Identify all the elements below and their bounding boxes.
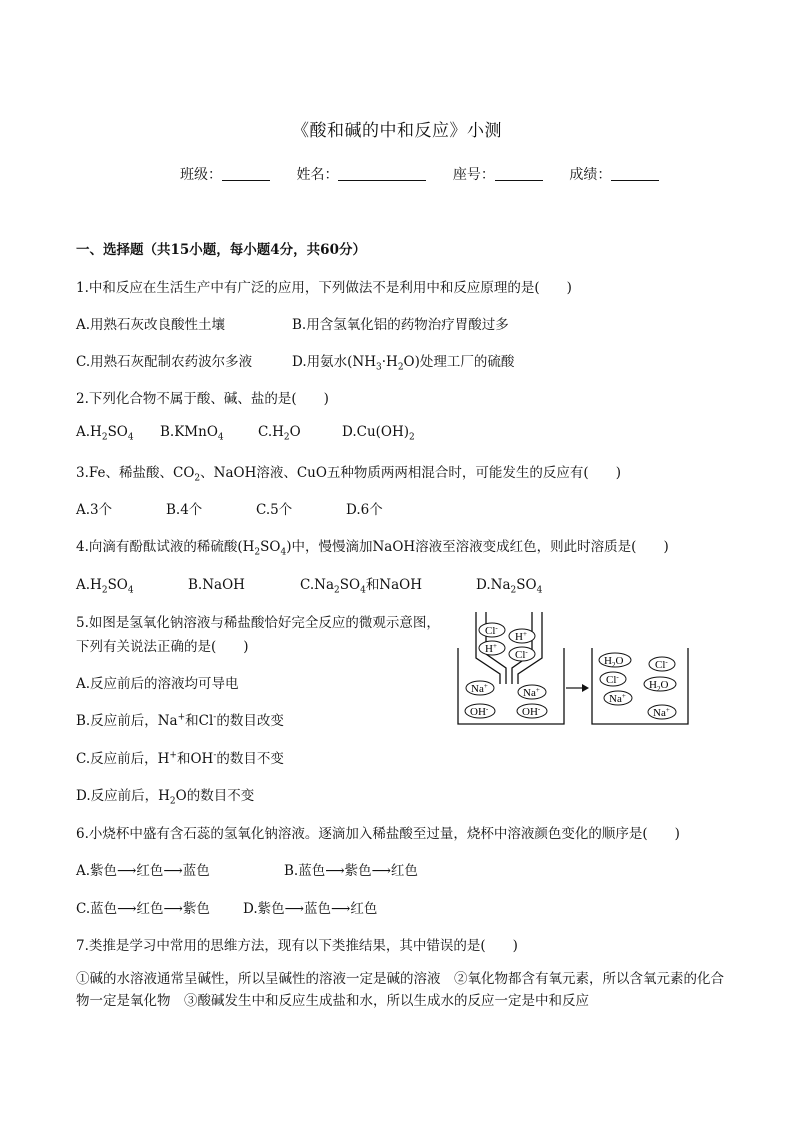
q5-option-c bbox=[76, 747, 284, 767]
q6-option-b: B.蓝色⟶紫色⟶红色 bbox=[284, 863, 418, 879]
q1-option-b: B.用含氢氧化铝的药物治疗胃酸过多 bbox=[292, 317, 509, 333]
svg-text:H+: H+ bbox=[485, 642, 497, 655]
q5-stem-line2: 下列有关说法正确的是( ) bbox=[76, 639, 249, 655]
q6-option-a: A.紫色⟶红色⟶蓝色 bbox=[76, 863, 210, 879]
q4-option-d bbox=[476, 577, 543, 596]
q5-c-text: 的数目不变 bbox=[216, 751, 284, 767]
q6-options-row1 bbox=[76, 859, 418, 879]
q4-a-sub: 2 bbox=[101, 585, 108, 596]
section-heading: 一、选择题（共15小题，每小题4分，共60分） bbox=[76, 242, 366, 258]
q4-a-text: A.H bbox=[76, 577, 102, 593]
svg-text:Cl-: Cl- bbox=[485, 624, 498, 637]
q2-b-text: B.KMnO bbox=[160, 424, 218, 440]
name-field bbox=[296, 164, 426, 184]
q1-d-text: ·H bbox=[381, 354, 398, 370]
q3-stem-sub: 2 bbox=[194, 473, 201, 484]
svg-text:H2O: $H_2O$ bbox=[649, 679, 669, 693]
student-info-line bbox=[180, 164, 681, 184]
ion-oh bbox=[465, 704, 495, 718]
ion-na bbox=[604, 691, 632, 705]
q3-option-c: C.5个 bbox=[256, 502, 293, 518]
score-field bbox=[569, 164, 659, 184]
q2-b-sub: 4 bbox=[217, 432, 224, 443]
q3-stem-text: 3.Fe、稀盐酸、CO bbox=[76, 465, 195, 481]
ion-oh bbox=[517, 704, 547, 718]
q1-options-row2 bbox=[76, 350, 515, 373]
q1-options-row1 bbox=[76, 313, 509, 333]
q5-d-text: O的数目不变 bbox=[175, 788, 255, 804]
ion-cl bbox=[479, 623, 505, 637]
q3-option-d: D.6个 bbox=[346, 502, 383, 518]
q3-stem bbox=[76, 461, 621, 484]
q5-b-text: 和Cl bbox=[185, 713, 214, 729]
class-blank[interactable] bbox=[222, 166, 270, 181]
q5-option-a: A.反应前后的溶液均可导电 bbox=[76, 676, 239, 692]
score-label: 成绩： bbox=[569, 167, 612, 183]
q1-option-d bbox=[292, 350, 515, 373]
q2-option-c bbox=[258, 424, 342, 443]
neutralization-micro-diagram bbox=[452, 608, 702, 730]
q2-options bbox=[76, 424, 415, 443]
q4-d-sub: 4 bbox=[536, 585, 543, 596]
svg-text:Na+: Na+ bbox=[653, 706, 670, 719]
q7-stem: 7.类推是学习中常用的思维方法，现有以下类推结果，其中错误的是( ) bbox=[76, 938, 518, 954]
molecule-h2o bbox=[599, 653, 631, 669]
q6-options-row2 bbox=[76, 897, 377, 917]
svg-text:H+: H+ bbox=[515, 630, 527, 643]
q2-c-sub: 2 bbox=[283, 432, 290, 443]
q2-a-sub: 2 bbox=[101, 432, 108, 443]
name-label: 姓名： bbox=[296, 167, 339, 183]
q4-c-sub: 2 bbox=[334, 585, 340, 596]
q2-option-a bbox=[76, 424, 160, 443]
q4-a-text: SO bbox=[107, 577, 128, 593]
q1-stem: 1.中和反应在生活生产中有广泛的应用，下列做法不是利用中和反应原理的是( ) bbox=[76, 280, 572, 296]
q2-option-b bbox=[160, 424, 258, 443]
q1-option-c: C.用熟石灰配制农药波尔多液 bbox=[76, 354, 253, 370]
q7-statements: ①碱的水溶液通常呈碱性，所以呈碱性的溶液一定是碱的溶液 ②氧化物都含有氧元素，所以含氧元素的化合物一定是氧化物 ③酸碱发生中和反应生成盐和水，所以生成水的反应一定是中和反应 bbox=[76, 971, 724, 1009]
class-label: 班级： bbox=[180, 167, 222, 183]
q1-d-text: O)处理工厂的硫酸 bbox=[403, 354, 515, 370]
ion-na bbox=[518, 685, 546, 699]
q5-option-d bbox=[76, 784, 255, 807]
q4-d-text: D.Na bbox=[476, 577, 511, 593]
q5-d-text: D.反应前后，H bbox=[76, 788, 170, 804]
q5-option-b bbox=[76, 709, 284, 729]
class-field bbox=[180, 164, 270, 184]
q3-options bbox=[76, 498, 383, 518]
score-blank[interactable] bbox=[611, 166, 659, 181]
ion-na bbox=[466, 681, 494, 695]
svg-text:Cl-: Cl- bbox=[515, 648, 528, 661]
molecule-h2o bbox=[644, 677, 676, 693]
svg-text:OH-: OH- bbox=[522, 705, 541, 718]
svg-text:Cl-: Cl- bbox=[606, 673, 619, 686]
q4-stem-sub: 4 bbox=[280, 547, 287, 558]
q3-option-b: B.4个 bbox=[166, 502, 203, 518]
q6-option-d: D.紫色⟶蓝色⟶红色 bbox=[243, 901, 378, 917]
q1-option-a: A.用熟石灰改良酸性土壤 bbox=[76, 317, 226, 333]
seat-blank[interactable] bbox=[495, 166, 543, 181]
reaction-arrow bbox=[566, 684, 589, 692]
q3-option-a: A.3个 bbox=[76, 502, 113, 518]
ion-cl bbox=[649, 657, 675, 671]
ion-h bbox=[479, 641, 505, 655]
q4-d-sub: 2 bbox=[510, 585, 517, 596]
q2-c-text: O bbox=[289, 424, 301, 440]
q2-a-text: SO bbox=[107, 424, 128, 440]
ion-h bbox=[509, 629, 535, 643]
seat-field bbox=[453, 164, 543, 184]
q2-d-text: D.Cu(OH) bbox=[342, 424, 410, 440]
q2-c-text: C.H bbox=[258, 424, 284, 440]
svg-text:H2O: $H_2O$ bbox=[604, 655, 624, 669]
q4-option-a bbox=[76, 577, 188, 596]
q4-stem-text: 4.向滴有酚酞试液的稀硫酸(H bbox=[76, 539, 255, 555]
q1-d-sub: 2 bbox=[397, 362, 404, 373]
q1-d-text: D.用氨水(NH bbox=[292, 354, 376, 370]
q4-c-sub: 4 bbox=[360, 585, 366, 596]
q6-stem: 6.小烧杯中盛有含石蕊的氢氧化钠溶液。逐滴加入稀盐酸至过量，烧杯中溶液颜色变化的顺序是( ) bbox=[76, 826, 680, 842]
ion-cl bbox=[600, 672, 626, 686]
q4-stem-sub: 2 bbox=[254, 547, 261, 558]
q4-option-b: B.NaOH bbox=[188, 577, 245, 593]
svg-text:Na+: Na+ bbox=[523, 686, 540, 699]
q4-stem bbox=[76, 535, 669, 558]
q5-stem-line1: 5.如图是氢氧化钠溶液与稀盐酸恰好完全反应的微观示意图， bbox=[76, 615, 440, 631]
svg-text:OH-: OH- bbox=[470, 705, 489, 718]
q4-c-text: C.Na bbox=[300, 577, 335, 593]
q2-d-sub: 2 bbox=[409, 432, 415, 443]
svg-text:Na+: Na+ bbox=[609, 692, 626, 705]
svg-text:Na+: Na+ bbox=[471, 682, 488, 695]
q4-c-text: 和NaOH bbox=[365, 577, 423, 593]
q5-b-text: B.反应前后，Na bbox=[76, 713, 178, 729]
q2-stem: 2.下列化合物不属于酸、碱、盐的是( ) bbox=[76, 391, 329, 407]
q2-a-sub: 4 bbox=[127, 432, 134, 443]
q5-d-sub: 2 bbox=[169, 796, 176, 807]
svg-text:Cl-: Cl- bbox=[655, 658, 668, 671]
q4-d-text: SO bbox=[516, 577, 537, 593]
q4-option-c bbox=[300, 573, 476, 596]
q4-a-sub: 4 bbox=[127, 585, 134, 596]
q4-stem-text: SO bbox=[260, 539, 281, 555]
seat-label: 座号： bbox=[452, 167, 495, 183]
q5-b-sup: + bbox=[177, 712, 186, 723]
q2-a-text: A.H bbox=[76, 424, 102, 440]
q6-option-c: C.蓝色⟶红色⟶紫色 bbox=[76, 901, 210, 917]
page-title: 《酸和碱的中和反应》小测 bbox=[292, 121, 502, 141]
ion-cl bbox=[509, 647, 535, 661]
q3-stem-text: 、NaOH溶液、CuO五种物质两两相混合时，可能发生的反应有( ) bbox=[200, 465, 621, 481]
q2-option-d bbox=[342, 424, 415, 443]
q5-c-sup: + bbox=[169, 750, 177, 761]
q5-c-sup: - bbox=[213, 750, 217, 761]
q4-c-text: SO bbox=[339, 577, 361, 593]
ion-na bbox=[648, 705, 676, 719]
q1-d-sub: 3 bbox=[376, 362, 382, 373]
q4-options bbox=[76, 573, 543, 596]
q5-c-text: 和OH bbox=[176, 751, 214, 767]
q5-c-text: C.反应前后，H bbox=[76, 751, 170, 767]
q5-b-sup: - bbox=[213, 712, 217, 723]
q4-stem-text: )中，慢慢滴加NaOH溶液至溶液变成红色，则此时溶质是( ) bbox=[286, 539, 669, 555]
name-blank[interactable] bbox=[338, 166, 426, 181]
q5-b-text: 的数目改变 bbox=[216, 713, 284, 729]
